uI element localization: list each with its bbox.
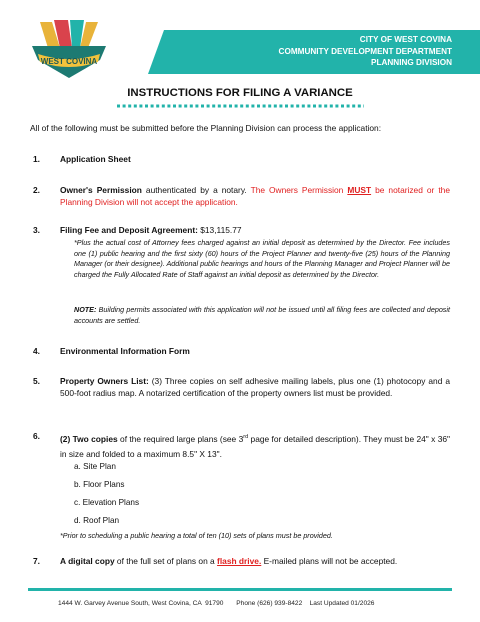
item-text-b: page for detailed description). They must be 24" x 36" in size and folded to a maximum 8.5" X 13". bbox=[60, 433, 450, 459]
item-filing-fee bbox=[60, 224, 450, 236]
building-permit-note bbox=[74, 305, 450, 326]
must-emphasis: MUST bbox=[347, 185, 372, 195]
item-number: 6. bbox=[33, 431, 40, 441]
intro-text: All of the following must be submitted before the Planning Division can process the application: bbox=[30, 123, 382, 133]
item-number: 5. bbox=[33, 376, 40, 386]
item-title: Application Sheet bbox=[60, 154, 131, 164]
note-label: NOTE: bbox=[74, 305, 97, 314]
sub-item-elevation-plans: c. Elevation Plans bbox=[74, 498, 140, 507]
header-city: CITY OF WEST COVINA bbox=[359, 35, 452, 44]
header-department: COMMUNITY DEVELOPMENT DEPARTMENT bbox=[278, 46, 452, 56]
note-text: Building permits associated with this application will not be issued until all filing fees are collected and deposit accounts are settled. bbox=[74, 305, 450, 325]
fee-note: *Plus the actual cost of Attorney fees charged against an initial deposit as determined by the Director. Fee includes one (1) public hearing and the first sixty (60) hours of the Project Planner and twenty-five (25) hours of the Planning Manager (or their designee). Additional public hearings and hours of the Planning Manager and Project Planner will be charged the Fully Allocated Rate of Staff against an initial deposit as determined by the Director. bbox=[74, 238, 450, 279]
item-text-a: of the full set of plans on a bbox=[114, 556, 218, 566]
item-title: Property Owners List: bbox=[60, 376, 149, 386]
sub-item-floor-plans: b. Floor Plans bbox=[74, 480, 125, 489]
plans-note: *Prior to scheduling a public hearing a total of ten (10) sets of plans must be provided. bbox=[60, 531, 333, 540]
item-digital-copy bbox=[60, 555, 450, 567]
item-title: Filing Fee and Deposit Agreement: bbox=[60, 225, 198, 235]
warning-text: The Owners Permission bbox=[250, 185, 348, 195]
item-number: 7. bbox=[33, 556, 40, 566]
title-underline-dots bbox=[117, 104, 364, 108]
item-application-sheet bbox=[60, 153, 450, 165]
item-text: authenticated by a notary. bbox=[141, 185, 251, 195]
svg-text:WEST COVINA: WEST COVINA bbox=[40, 57, 98, 66]
city-logo bbox=[26, 18, 112, 82]
footer-contact: 1444 W. Garvey Avenue South, West Covina, CA 91790 Phone (626) 939-8422 Last Updated 01/2026 bbox=[58, 600, 375, 607]
item-number: 3. bbox=[33, 225, 40, 235]
item-text: (3) Three copies on self adhesive mailing labels, plus one (1) photocopy and a 500-foot radius map. A notarized certification of the property owners list must be provided. bbox=[60, 376, 450, 398]
header-text bbox=[279, 34, 452, 69]
item-owners-permission bbox=[60, 184, 450, 208]
item-title: (2) Two copies bbox=[60, 433, 118, 444]
warning-text-end: be notarized or the Planning Division will not accept the application. bbox=[60, 185, 450, 207]
item-title: A digital copy bbox=[60, 556, 115, 566]
item-number: 2. bbox=[33, 185, 40, 195]
item-text-a: of the required large plans (see 3 bbox=[117, 433, 244, 444]
header-division: PLANNING DIVISION bbox=[371, 58, 452, 67]
item-title: Environmental Information Form bbox=[60, 346, 190, 356]
item-title: Owner's Permission bbox=[60, 185, 142, 195]
page-title: INSTRUCTIONS FOR FILING A VARIANCE bbox=[127, 87, 353, 99]
flash-drive-emphasis: flash drive. bbox=[217, 556, 262, 566]
sub-item-site-plan: a. Site Plan bbox=[74, 462, 116, 471]
item-text-b: E-mailed plans will not be accepted. bbox=[261, 556, 398, 566]
footer-bar bbox=[28, 588, 452, 591]
item-property-owners-list bbox=[60, 375, 450, 399]
sub-item-roof-plan: d. Roof Plan bbox=[74, 516, 120, 525]
item-number: 4. bbox=[33, 346, 40, 356]
superscript: rd bbox=[243, 434, 249, 440]
item-environmental-form bbox=[60, 345, 450, 357]
item-number: 1. bbox=[33, 154, 40, 164]
item-plan-copies bbox=[60, 430, 450, 462]
fee-amount: $13,115.77 bbox=[197, 225, 242, 235]
